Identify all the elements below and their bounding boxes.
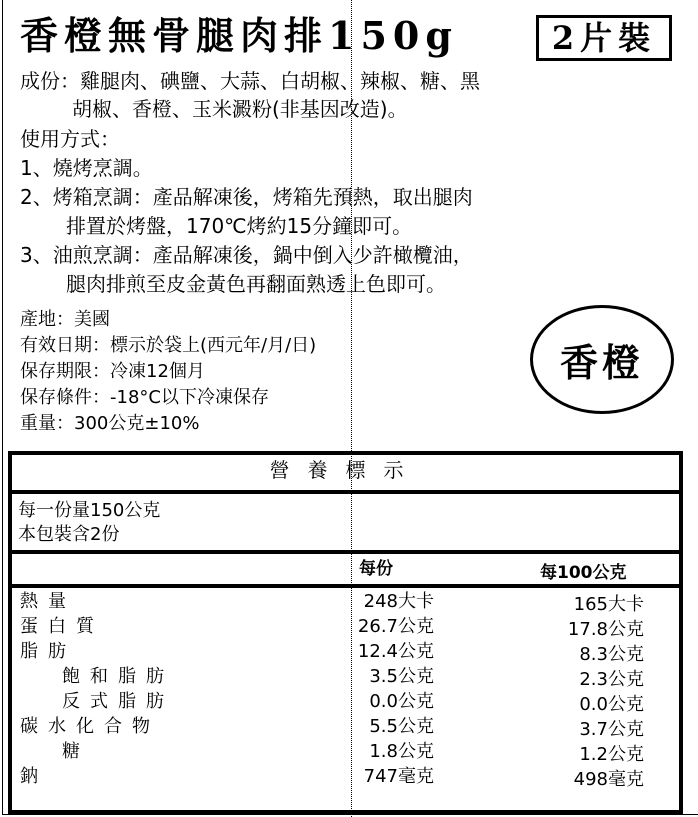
usage-step-2-line-1: 2、烤箱烹調：產品解凍後，烤箱先預熱，取出腿肉 (20, 185, 473, 209)
usage-step-1: 1、燒烤烹調。 (20, 156, 153, 180)
shelf-life-text: 保存期限：冷凍12個月 (20, 361, 205, 382)
nutrient-label: 飽和脂肪 (62, 666, 174, 687)
per-serving-value: 12.4公克 (357, 641, 434, 662)
origin-text: 產地：美國 (20, 309, 110, 330)
nutrition-divider (12, 550, 679, 554)
nutrient-label: 反式脂肪 (62, 691, 174, 712)
per-100g-value: 0.0公克 (579, 694, 644, 715)
usage-step-3-line-2: 腿肉排煎至皮金黃色再翻面熟透上色即可。 (66, 272, 446, 296)
nutrition-row (12, 640, 679, 665)
nutrition-row (12, 740, 679, 765)
center-fold-guide (351, 0, 352, 817)
nutrient-label: 蛋白質 (20, 616, 104, 637)
serving-info (18, 499, 160, 547)
nutrient-label: 鈉 (20, 766, 48, 787)
per-serving-value: 5.5公克 (369, 716, 434, 737)
pack-count-badge: 2片裝 (536, 15, 672, 61)
nutrition-divider (12, 584, 679, 588)
column-header-per-serving: 每份 (359, 559, 393, 579)
nutrient-label: 碳水化合物 (20, 716, 160, 737)
per-serving-value: 3.5公克 (369, 666, 434, 687)
per-serving-value: 747毫克 (363, 766, 434, 787)
nutrition-row (12, 715, 679, 740)
per-100g-value: 3.7公克 (579, 719, 644, 740)
nutrition-title: 營養標示 (269, 458, 422, 482)
storage-text: 保存條件：-18°C以下冷凍保存 (20, 387, 269, 408)
nutrient-label: 脂肪 (20, 641, 76, 662)
ingredients-line-2: 胡椒、香橙、玉米澱粉(非基因改造)。 (72, 97, 408, 121)
usage-step-2-line-2: 排置於烤盤，170℃烤約15分鐘即可。 (66, 214, 413, 238)
brand-stamp-text: 香橙 (559, 340, 644, 385)
per-100g-value: 17.8公克 (567, 619, 644, 640)
nutrition-row (12, 665, 679, 690)
weight-text: 重量：300公克±10% (20, 413, 200, 434)
expiry-text: 有效日期：標示於袋上(西元年/月/日) (20, 335, 317, 356)
ingredients-line-1: 成份：雞腿肉、碘鹽、大蒜、白胡椒、辣椒、糖、黑 (20, 69, 480, 93)
per-100g-value: 165大卡 (573, 594, 644, 615)
per-100g-value: 2.3公克 (579, 669, 644, 690)
nutrient-label: 熱量 (20, 591, 76, 612)
per-100g-value: 1.2公克 (579, 744, 644, 765)
per-serving-value: 0.0公克 (369, 691, 434, 712)
column-header-per-100g: 每100公克 (540, 563, 627, 583)
outer-bottom-border (2, 814, 698, 815)
per-serving-value: 1.8公克 (369, 741, 434, 762)
serving-size: 每一份量150公克 (18, 500, 161, 521)
usage-heading: 使用方式： (20, 127, 120, 151)
per-serving-value: 248大卡 (363, 591, 434, 612)
nutrition-facts-table (8, 451, 683, 814)
nutrition-row (12, 690, 679, 715)
servings-per-pack: 本包裝含2份 (18, 524, 120, 545)
outer-left-border (2, 0, 3, 815)
per-100g-value: 8.3公克 (579, 644, 644, 665)
usage-step-3-line-1: 3、油煎烹調：產品解凍後，鍋中倒入少許橄欖油， (20, 243, 473, 267)
nutrition-row (12, 615, 679, 640)
per-100g-value: 498毫克 (573, 769, 644, 790)
product-title: 香橙無骨腿肉排150g (20, 13, 458, 58)
nutrition-row (12, 765, 679, 790)
nutrition-row (12, 590, 679, 615)
nutrient-label: 糖 (62, 741, 90, 762)
brand-stamp (530, 305, 674, 414)
per-serving-value: 26.7公克 (357, 616, 434, 637)
nutrition-divider (12, 490, 679, 494)
